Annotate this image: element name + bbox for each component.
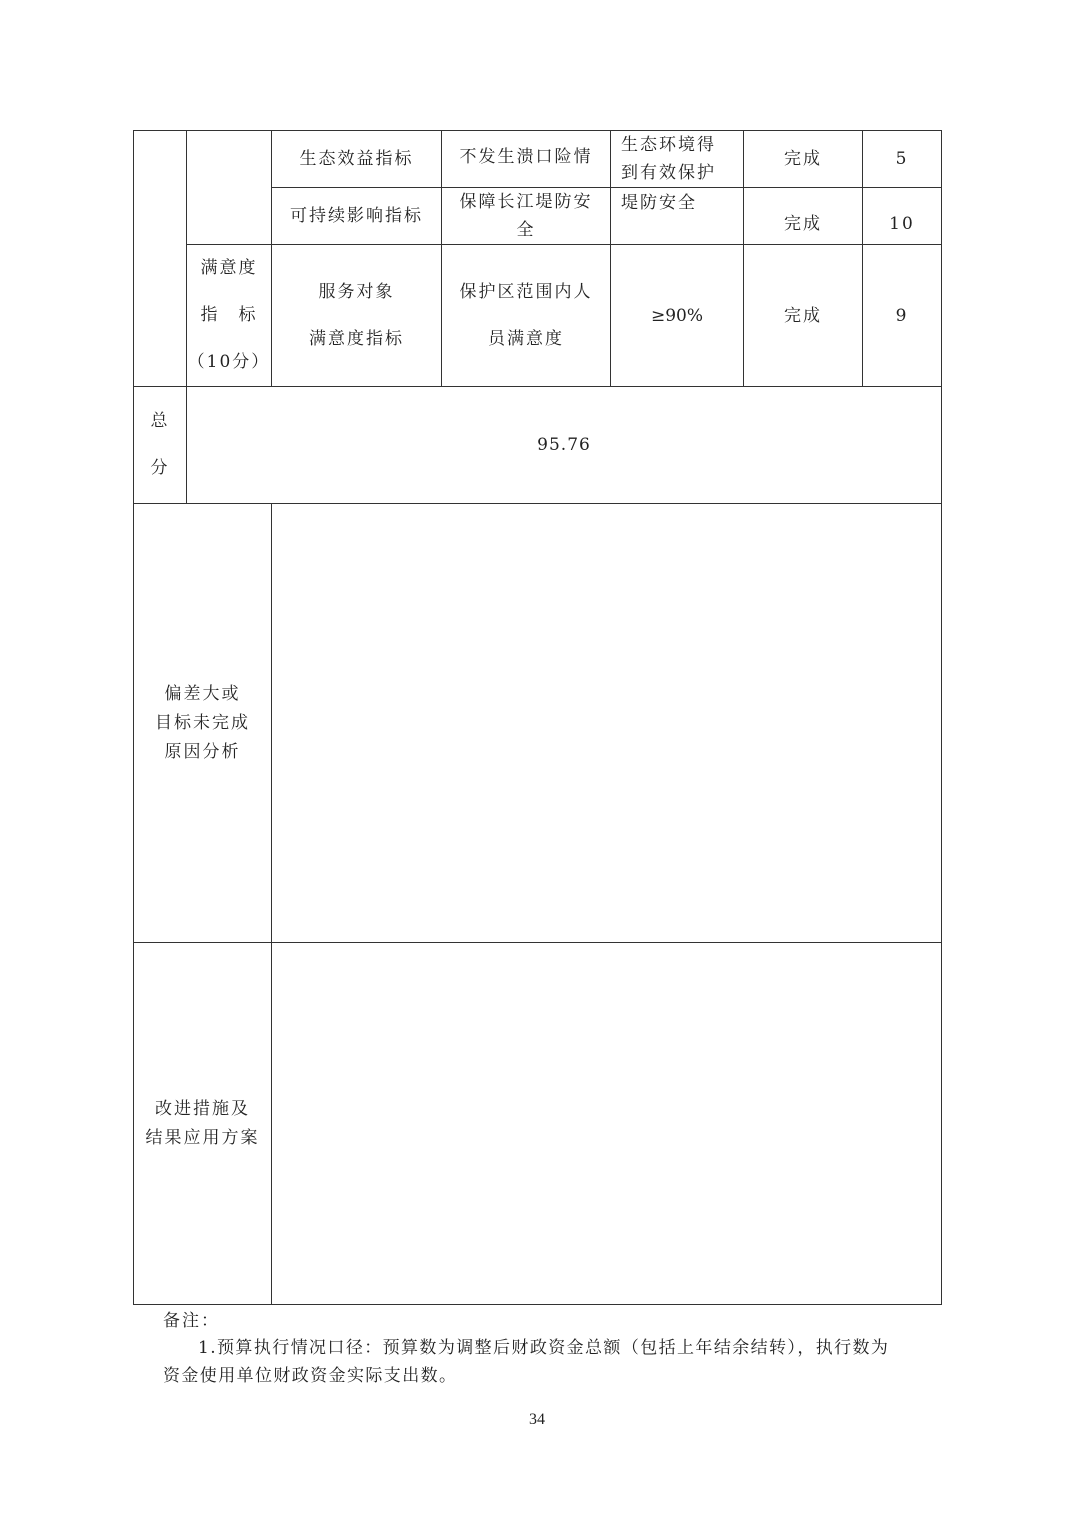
notes-item1-line1: 1.预算执行情况口径：预算数为调整后财政资金总额（包括上年结余结转），执行数为	[198, 1338, 890, 1358]
indicator-text-line2: 满意度指标	[309, 328, 404, 349]
row1-status	[744, 131, 862, 187]
content-text-line2: 全	[516, 220, 536, 240]
row2-target	[621, 188, 743, 244]
indicator-text-line1: 服务对象	[318, 281, 395, 302]
row1-score	[863, 131, 941, 187]
improvement-label	[134, 943, 271, 1304]
total-value-text: 95.76	[537, 435, 591, 455]
deviation-label-line1: 偏差大或	[164, 683, 241, 704]
target-text: 堤防安全	[621, 193, 697, 213]
notes-title: 备注：	[163, 1311, 220, 1331]
row1-target	[621, 131, 743, 187]
notes-item1-line2: 资金使用单位财政资金实际支出数。	[163, 1366, 458, 1386]
row2-indicator	[272, 188, 441, 244]
page-number: 34	[529, 1411, 545, 1428]
deviation-label-line3: 原因分析	[164, 741, 241, 762]
deviation-content	[272, 504, 941, 942]
table-border-bottom	[133, 1304, 942, 1305]
row3-target	[611, 245, 743, 386]
row3-status	[744, 245, 862, 386]
status-text: 完成	[784, 305, 822, 326]
improvement-label-line1: 改进措施及	[155, 1098, 250, 1119]
total-value	[187, 387, 941, 503]
row1-content	[442, 131, 610, 187]
improvement-content	[272, 943, 941, 1304]
category-text-line3: （10分）	[187, 352, 271, 372]
category-text-line1: 满意度	[200, 258, 258, 278]
score-text: 9	[895, 305, 909, 326]
content-text: 不发生溃口险情	[459, 147, 593, 167]
deviation-label	[134, 504, 271, 942]
target-text-line1: 生态环境得	[621, 135, 716, 155]
total-label	[134, 387, 186, 503]
content-text-line1: 保障长江堤防安	[459, 192, 593, 212]
table-border-right	[941, 130, 942, 1305]
row3-category	[187, 245, 271, 386]
status-text: 完成	[784, 149, 822, 169]
target-text-line2: 到有效保护	[621, 163, 716, 183]
indicator-text: 生态效益指标	[299, 149, 414, 169]
target-text: ≥90%	[650, 305, 704, 326]
content-text-line2: 员满意度	[488, 328, 564, 349]
score-text: 5	[895, 149, 909, 169]
row3-indicator	[272, 245, 441, 386]
total-label-line1: 总	[150, 411, 170, 431]
content-text-line1: 保护区范围内人	[459, 281, 593, 302]
indicator-text: 可持续影响指标	[290, 206, 423, 226]
status-text: 完成	[784, 214, 822, 234]
improvement-label-line2: 结果应用方案	[145, 1127, 260, 1148]
row2-content	[442, 188, 610, 244]
score-text: 10	[889, 214, 915, 234]
row2-status	[744, 188, 862, 244]
row3-score	[863, 245, 941, 386]
row2-score	[863, 188, 941, 244]
category-text-line2: 指 标	[200, 305, 258, 325]
row3-content	[442, 245, 610, 386]
row1-indicator	[272, 131, 441, 187]
deviation-label-line2: 目标未完成	[155, 712, 250, 733]
total-label-line2: 分	[150, 458, 170, 478]
